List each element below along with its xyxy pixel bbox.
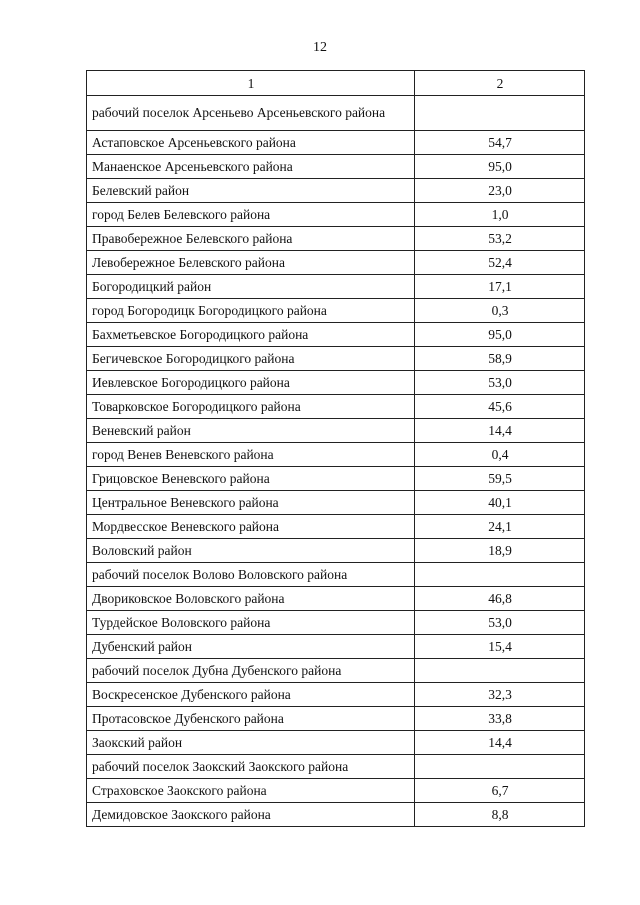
row-value-cell xyxy=(415,659,585,683)
table-row xyxy=(87,155,585,179)
row-name-cell: Веневский район xyxy=(87,419,415,443)
row-name-cell: Манаенское Арсеньевского района xyxy=(87,155,415,179)
row-name-cell: Страховское Заокского района xyxy=(87,779,415,803)
table-row xyxy=(87,323,585,347)
table-body xyxy=(87,71,585,827)
row-name-cell: рабочий поселок Арсеньево Арсеньевского района xyxy=(87,96,415,131)
table-row xyxy=(87,683,585,707)
row-name-cell: Двориковское Воловского района xyxy=(87,587,415,611)
table-header-row xyxy=(87,71,585,96)
row-value-cell: 46,8 xyxy=(415,587,585,611)
row-name-cell: Правобережное Белевского района xyxy=(87,227,415,251)
row-value-cell: 14,4 xyxy=(415,731,585,755)
table-row xyxy=(87,587,585,611)
row-value-cell: 45,6 xyxy=(415,395,585,419)
row-name-cell: город Белев Белевского района xyxy=(87,203,415,227)
row-value-cell: 52,4 xyxy=(415,251,585,275)
table-row xyxy=(87,755,585,779)
column-header-2: 2 xyxy=(415,71,585,96)
row-value-cell xyxy=(415,755,585,779)
row-value-cell: 14,4 xyxy=(415,419,585,443)
row-value-cell: 53,0 xyxy=(415,611,585,635)
row-value-cell: 8,8 xyxy=(415,803,585,827)
table-row xyxy=(87,731,585,755)
row-name-cell: рабочий поселок Дубна Дубенского района xyxy=(87,659,415,683)
row-name-cell: Иевлевское Богородицкого района xyxy=(87,371,415,395)
table-row xyxy=(87,803,585,827)
row-value-cell: 95,0 xyxy=(415,155,585,179)
row-name-cell: Воскресенское Дубенского района xyxy=(87,683,415,707)
row-value-cell xyxy=(415,563,585,587)
row-value-cell: 23,0 xyxy=(415,179,585,203)
table-row xyxy=(87,635,585,659)
table-row xyxy=(87,179,585,203)
row-name-cell: Бахметьевское Богородицкого района xyxy=(87,323,415,347)
row-name-cell: рабочий поселок Заокский Заокского района xyxy=(87,755,415,779)
table-row xyxy=(87,299,585,323)
row-value-cell: 15,4 xyxy=(415,635,585,659)
row-name-cell: Мордвесское Веневского района xyxy=(87,515,415,539)
table-row xyxy=(87,227,585,251)
row-value-cell: 95,0 xyxy=(415,323,585,347)
table-row xyxy=(87,707,585,731)
row-value-cell: 24,1 xyxy=(415,515,585,539)
row-name-cell: Воловский район xyxy=(87,539,415,563)
table-row xyxy=(87,419,585,443)
row-value-cell: 17,1 xyxy=(415,275,585,299)
row-name-cell: Центральное Веневского района xyxy=(87,491,415,515)
table-row xyxy=(87,779,585,803)
row-name-cell: Белевский район xyxy=(87,179,415,203)
row-name-cell: Грицовское Веневского района xyxy=(87,467,415,491)
row-name-cell: Левобережное Белевского района xyxy=(87,251,415,275)
row-value-cell: 53,2 xyxy=(415,227,585,251)
table-row xyxy=(87,443,585,467)
row-value-cell xyxy=(415,96,585,131)
row-value-cell: 18,9 xyxy=(415,539,585,563)
row-name-cell: Бегичевское Богородицкого района xyxy=(87,347,415,371)
row-value-cell: 33,8 xyxy=(415,707,585,731)
data-table xyxy=(86,70,585,827)
table-row xyxy=(87,203,585,227)
row-value-cell: 0,3 xyxy=(415,299,585,323)
row-name-cell: город Венев Веневского района xyxy=(87,443,415,467)
table-row xyxy=(87,371,585,395)
row-name-cell: Протасовское Дубенского района xyxy=(87,707,415,731)
table-row xyxy=(87,395,585,419)
table-row xyxy=(87,611,585,635)
row-value-cell: 6,7 xyxy=(415,779,585,803)
row-value-cell: 0,4 xyxy=(415,443,585,467)
row-name-cell: Турдейское Воловского района xyxy=(87,611,415,635)
table-row xyxy=(87,659,585,683)
row-name-cell: Товарковское Богородицкого района xyxy=(87,395,415,419)
row-name-cell: Дубенский район xyxy=(87,635,415,659)
table-row xyxy=(87,563,585,587)
table-row xyxy=(87,347,585,371)
row-name-cell: Демидовское Заокского района xyxy=(87,803,415,827)
table-row xyxy=(87,515,585,539)
row-name-cell: Заокский район xyxy=(87,731,415,755)
column-header-1: 1 xyxy=(87,71,415,96)
row-name-cell: рабочий поселок Волово Воловского района xyxy=(87,563,415,587)
row-value-cell: 59,5 xyxy=(415,467,585,491)
row-value-cell: 53,0 xyxy=(415,371,585,395)
row-value-cell: 54,7 xyxy=(415,131,585,155)
table-row xyxy=(87,251,585,275)
page-number: 12 xyxy=(313,40,327,55)
row-name-cell: город Богородицк Богородицкого района xyxy=(87,299,415,323)
row-value-cell: 32,3 xyxy=(415,683,585,707)
table-row xyxy=(87,467,585,491)
table-row xyxy=(87,96,585,131)
row-name-cell: Богородицкий район xyxy=(87,275,415,299)
row-value-cell: 58,9 xyxy=(415,347,585,371)
row-value-cell: 1,0 xyxy=(415,203,585,227)
table-row xyxy=(87,275,585,299)
table-row xyxy=(87,539,585,563)
table-row xyxy=(87,131,585,155)
row-name-cell: Астаповское Арсеньевского района xyxy=(87,131,415,155)
row-value-cell: 40,1 xyxy=(415,491,585,515)
table-row xyxy=(87,491,585,515)
